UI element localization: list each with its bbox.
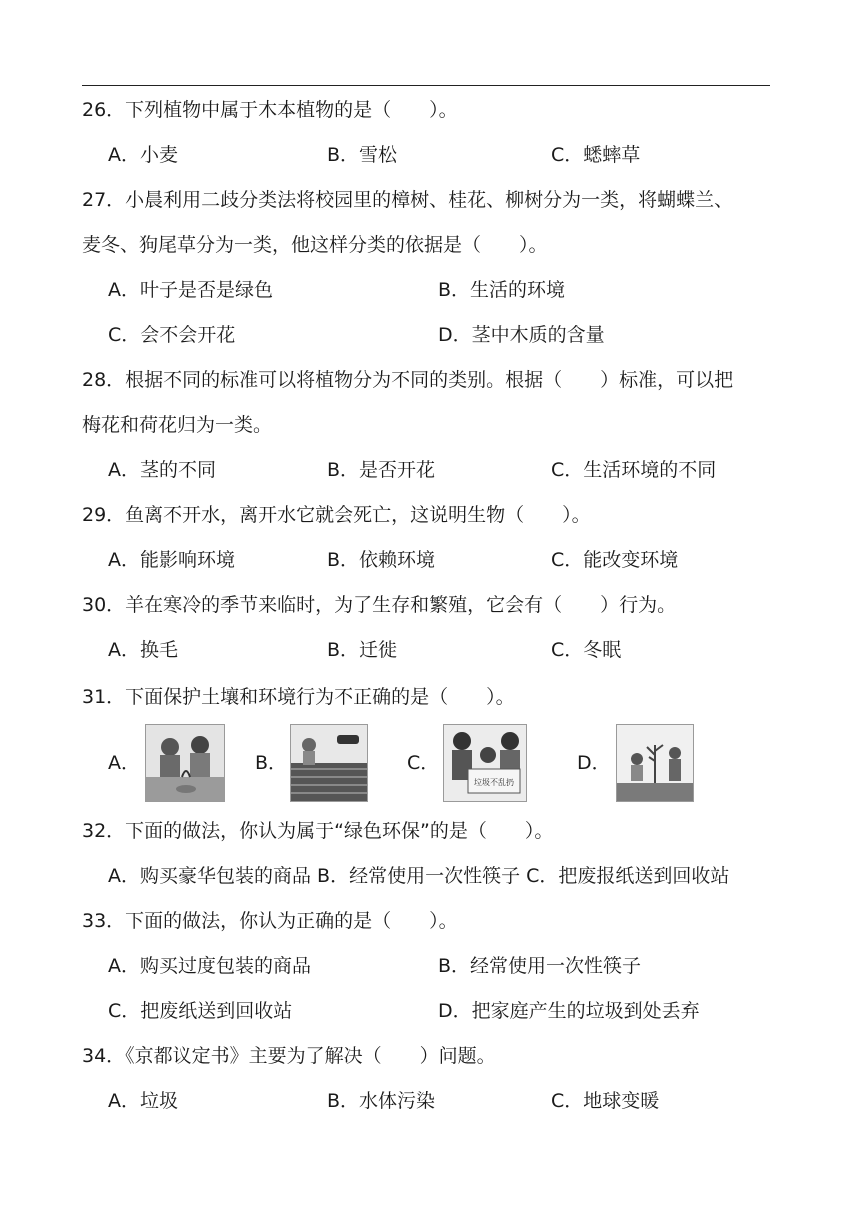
q33-option-b[interactable]: B．经常使用一次性筷子 (438, 955, 642, 977)
q34-option-a[interactable]: A．垃圾 (108, 1090, 178, 1112)
q27-option-d[interactable]: D．茎中木质的含量 (438, 324, 605, 346)
question-27-line-1: 27．小晨利用二歧分类法将校园里的樟树、桂花、柳树分为一类，将蝴蝶兰、 (82, 189, 734, 211)
q28-option-a[interactable]: A．茎的不同 (108, 459, 216, 481)
question-28-line-1: 28．根据不同的标准可以将植物分为不同的类别。根据（ ）标准，可以把 (82, 369, 734, 391)
q32-options-line[interactable]: A．购买豪华包装的商品 B．经常使用一次性筷子 C．把废报纸送到回收站 (108, 865, 730, 887)
question-31: 31．下面保护土壤和环境行为不正确的是（ ）。 (82, 686, 515, 708)
question-28-line-2: 梅花和荷花归为一类。 (82, 414, 273, 436)
q34-option-b[interactable]: B．水体污染 (327, 1090, 436, 1112)
q26-option-b[interactable]: B．雪松 (327, 144, 398, 166)
q31-option-b[interactable]: B． (255, 752, 288, 774)
header-rule (82, 85, 770, 86)
q28-option-c[interactable]: C．生活环境的不同 (551, 459, 717, 481)
q33-option-a[interactable]: A．购买过度包装的商品 (108, 955, 311, 977)
q31-picture-d-planting-tree[interactable] (616, 724, 694, 802)
q27-option-c[interactable]: C．会不会开花 (108, 324, 236, 346)
q34-option-c[interactable]: C．地球变暖 (551, 1090, 660, 1112)
question-29: 29．鱼离不开水，离开水它就会死亡，这说明生物（ ）。 (82, 504, 591, 526)
q31-option-a[interactable]: A． (108, 752, 140, 774)
q30-option-c[interactable]: C．冬眠 (551, 639, 622, 661)
q30-option-a[interactable]: A．换毛 (108, 639, 178, 661)
q28-option-b[interactable]: B．是否开花 (327, 459, 436, 481)
q33-option-d[interactable]: D．把家庭产生的垃圾到处丢弃 (438, 1000, 700, 1022)
q27-option-b[interactable]: B．生活的环境 (438, 279, 566, 301)
q26-option-a[interactable]: A．小麦 (108, 144, 178, 166)
q31-picture-b-crop-field[interactable] (290, 724, 368, 802)
question-32: 32．下面的做法，你认为属于“绿色环保”的是（ ）。 (82, 820, 554, 842)
q30-option-b[interactable]: B．迁徙 (327, 639, 398, 661)
q26-option-c[interactable]: C．蟋蟀草 (551, 144, 641, 166)
q29-option-a[interactable]: A．能影响环境 (108, 549, 235, 571)
question-34: 34．《京都议定书》主要为了解决（ ）问题。 (82, 1045, 496, 1067)
q29-option-c[interactable]: C．能改变环境 (551, 549, 679, 571)
q33-option-c[interactable]: C．把废纸送到回收站 (108, 1000, 293, 1022)
q31-option-c[interactable]: C． (407, 752, 440, 774)
question-26: 26．下列植物中属于木本植物的是（ ）。 (82, 99, 458, 121)
question-30: 30．羊在寒冷的季节来临时，为了生存和繁殖，它会有（ ）行为。 (82, 594, 677, 616)
question-33: 33．下面的做法，你认为正确的是（ ）。 (82, 910, 458, 932)
q31-option-d[interactable]: D． (577, 752, 611, 774)
q29-option-b[interactable]: B．依赖环境 (327, 549, 436, 571)
q31-picture-c-sign-text: 垃圾不乱扔 (474, 778, 514, 787)
question-27-line-2: 麦冬、狗尾草分为一类，他这样分类的依据是（ ）。 (82, 234, 548, 256)
q27-option-a[interactable]: A．叶子是否是绿色 (108, 279, 273, 301)
q31-picture-a-children-planting[interactable] (145, 724, 225, 802)
q31-picture-c-family-sign[interactable] (443, 724, 527, 802)
